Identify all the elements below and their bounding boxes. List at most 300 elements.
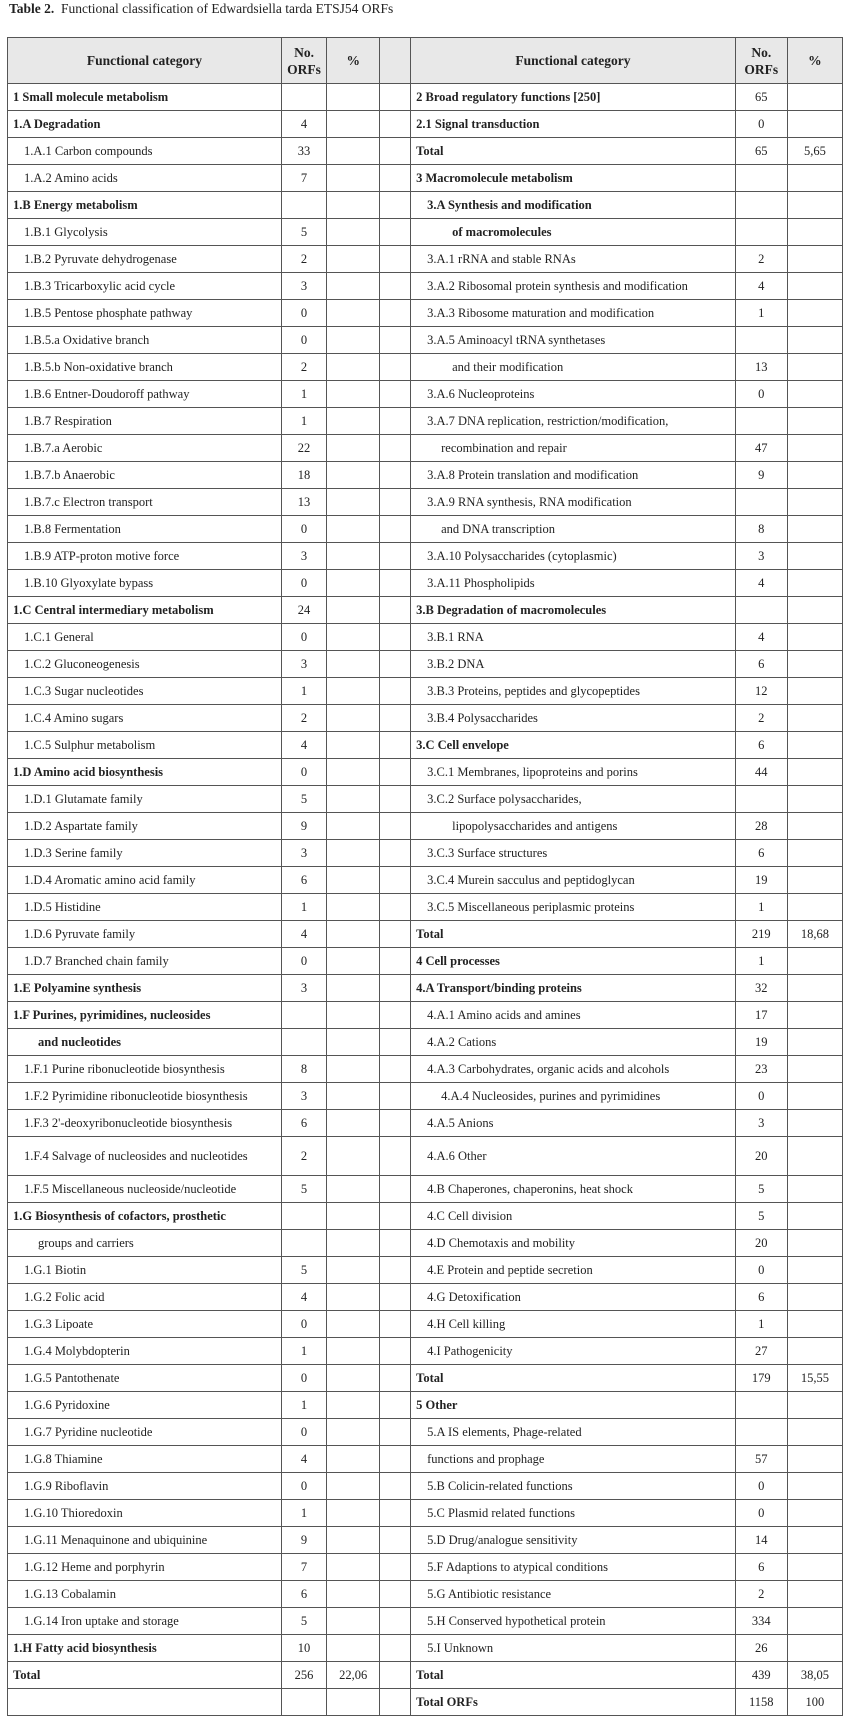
gap-cell <box>380 1230 411 1257</box>
left-orfs-cell: 0 <box>281 300 326 327</box>
right-category-cell: 3.C.2 Surface polysaccharides, <box>411 786 736 813</box>
left-pct-cell <box>327 894 380 921</box>
right-category-cell: 2 Broad regulatory functions [250] <box>411 84 736 111</box>
right-pct-cell <box>787 1554 842 1581</box>
right-pct-cell: 100 <box>787 1689 842 1716</box>
left-category-cell: 1.G Biosynthesis of cofactors, prosthetic <box>8 1203 282 1230</box>
header-orfs-left: No. ORFs <box>281 38 326 84</box>
table-row <box>8 489 843 516</box>
right-pct-cell <box>787 1284 842 1311</box>
right-pct-cell <box>787 435 842 462</box>
right-category-cell: 3.A.11 Phospholipids <box>411 570 736 597</box>
right-pct-cell <box>787 1029 842 1056</box>
right-category-cell: and their modification <box>411 354 736 381</box>
left-pct-cell <box>327 273 380 300</box>
left-orfs-cell: 0 <box>281 570 326 597</box>
right-orfs-cell: 5 <box>735 1203 787 1230</box>
left-orfs-cell: 8 <box>281 1056 326 1083</box>
table-row <box>8 354 843 381</box>
left-orfs-cell: 0 <box>281 1419 326 1446</box>
right-orfs-cell: 1 <box>735 300 787 327</box>
right-orfs-cell: 334 <box>735 1608 787 1635</box>
right-pct-cell <box>787 597 842 624</box>
right-orfs-cell: 6 <box>735 1554 787 1581</box>
left-orfs-cell: 4 <box>281 732 326 759</box>
right-pct-cell <box>787 1581 842 1608</box>
table-row <box>8 948 843 975</box>
left-orfs-cell: 5 <box>281 1608 326 1635</box>
table-row <box>8 1527 843 1554</box>
table-row <box>8 1110 843 1137</box>
right-pct-cell <box>787 1203 842 1230</box>
left-pct-cell <box>327 570 380 597</box>
right-category-cell: 4.A.6 Other <box>411 1137 736 1176</box>
right-category-cell: 3.B.1 RNA <box>411 624 736 651</box>
left-orfs-cell: 1 <box>281 1338 326 1365</box>
right-pct-cell <box>787 624 842 651</box>
left-orfs-cell: 1 <box>281 381 326 408</box>
left-category-cell: 1.D.5 Histidine <box>8 894 282 921</box>
gap-cell <box>380 327 411 354</box>
table-row <box>8 732 843 759</box>
gap-cell <box>380 300 411 327</box>
left-pct-cell <box>327 408 380 435</box>
right-pct-cell <box>787 489 842 516</box>
left-pct-cell <box>327 1446 380 1473</box>
left-pct-cell <box>327 1257 380 1284</box>
table-row <box>8 1446 843 1473</box>
right-orfs-cell: 14 <box>735 1527 787 1554</box>
right-orfs-cell: 6 <box>735 732 787 759</box>
left-orfs-cell <box>281 84 326 111</box>
right-orfs-cell: 2 <box>735 705 787 732</box>
table-row <box>8 327 843 354</box>
right-pct-cell <box>787 651 842 678</box>
right-pct-cell <box>787 1500 842 1527</box>
right-category-cell: 2.1 Signal transduction <box>411 111 736 138</box>
right-pct-cell <box>787 327 842 354</box>
left-pct-cell <box>327 732 380 759</box>
gap-cell <box>380 1473 411 1500</box>
left-orfs-cell: 7 <box>281 165 326 192</box>
gap-cell <box>380 921 411 948</box>
right-category-cell: 3.A Synthesis and modification <box>411 192 736 219</box>
left-orfs-cell <box>281 1230 326 1257</box>
table-row <box>8 1338 843 1365</box>
left-pct-cell <box>327 84 380 111</box>
right-pct-cell: 15,55 <box>787 1365 842 1392</box>
right-category-cell: 4.A.4 Nucleosides, purines and pyrimidines <box>411 1083 736 1110</box>
right-category-cell: 5.H Conserved hypothetical protein <box>411 1608 736 1635</box>
right-category-cell: 3.A.6 Nucleoproteins <box>411 381 736 408</box>
left-orfs-cell: 3 <box>281 543 326 570</box>
left-category-cell: 1.D.1 Glutamate family <box>8 786 282 813</box>
left-orfs-cell: 3 <box>281 1083 326 1110</box>
left-category-cell: 1.B.1 Glycolysis <box>8 219 282 246</box>
gap-cell <box>380 678 411 705</box>
left-orfs-cell: 7 <box>281 1554 326 1581</box>
left-category-cell: 1.A.2 Amino acids <box>8 165 282 192</box>
left-pct-cell <box>327 381 380 408</box>
right-orfs-cell: 1 <box>735 948 787 975</box>
left-pct-cell <box>327 111 380 138</box>
right-orfs-cell: 4 <box>735 624 787 651</box>
left-orfs-cell: 3 <box>281 651 326 678</box>
left-pct-cell <box>327 1365 380 1392</box>
table-row <box>8 624 843 651</box>
right-orfs-cell <box>735 597 787 624</box>
left-orfs-cell: 0 <box>281 948 326 975</box>
right-orfs-cell: 8 <box>735 516 787 543</box>
right-category-cell: Total <box>411 1365 736 1392</box>
left-category-cell: 1.F.2 Pyrimidine ribonucleotide biosynthesis <box>8 1083 282 1110</box>
left-pct-cell <box>327 1176 380 1203</box>
right-pct-cell <box>787 246 842 273</box>
table-row <box>8 1635 843 1662</box>
table-row <box>8 597 843 624</box>
right-orfs-cell: 57 <box>735 1446 787 1473</box>
header-category-right: Functional category <box>411 38 736 84</box>
gap-cell <box>380 1446 411 1473</box>
right-category-cell: 3.C.4 Murein sacculus and peptidoglycan <box>411 867 736 894</box>
right-pct-cell <box>787 1527 842 1554</box>
caption-label: Table 2. <box>9 1 55 16</box>
right-category-cell: 3.A.3 Ribosome maturation and modification <box>411 300 736 327</box>
gap-cell <box>380 1056 411 1083</box>
right-orfs-cell <box>735 786 787 813</box>
left-category-cell: 1.F.4 Salvage of nucleosides and nucleotides <box>8 1137 282 1176</box>
table-row <box>8 165 843 192</box>
left-pct-cell <box>327 1029 380 1056</box>
table-row <box>8 1581 843 1608</box>
left-pct-cell <box>327 516 380 543</box>
left-category-cell: 1.H Fatty acid biosynthesis <box>8 1635 282 1662</box>
right-category-cell: 4.D Chemotaxis and mobility <box>411 1230 736 1257</box>
left-category-cell: 1.G.9 Riboflavin <box>8 1473 282 1500</box>
right-pct-cell <box>787 1473 842 1500</box>
right-category-cell: 3.B.4 Polysaccharides <box>411 705 736 732</box>
right-pct-cell <box>787 705 842 732</box>
left-pct-cell <box>327 867 380 894</box>
left-category-cell: 1.B Energy metabolism <box>8 192 282 219</box>
gap-cell <box>380 975 411 1002</box>
right-category-cell: 3.A.1 rRNA and stable RNAs <box>411 246 736 273</box>
right-orfs-cell: 6 <box>735 840 787 867</box>
table-row <box>8 219 843 246</box>
right-pct-cell <box>787 462 842 489</box>
left-category-cell: 1.D.7 Branched chain family <box>8 948 282 975</box>
left-category-cell: 1.F Purines, pyrimidines, nucleosides <box>8 1002 282 1029</box>
left-category-cell: 1.C.5 Sulphur metabolism <box>8 732 282 759</box>
left-orfs-cell: 1 <box>281 894 326 921</box>
left-orfs-cell <box>281 1029 326 1056</box>
left-category-cell: groups and carriers <box>8 1230 282 1257</box>
right-category-cell: 5.I Unknown <box>411 1635 736 1662</box>
right-orfs-cell <box>735 408 787 435</box>
left-pct-cell <box>327 1002 380 1029</box>
right-orfs-cell <box>735 1419 787 1446</box>
right-pct-cell <box>787 354 842 381</box>
right-category-cell: 3.A.5 Aminoacyl tRNA synthetases <box>411 327 736 354</box>
gap-cell <box>380 1137 411 1176</box>
left-orfs-cell: 256 <box>281 1662 326 1689</box>
right-pct-cell <box>787 1137 842 1176</box>
left-orfs-cell: 6 <box>281 867 326 894</box>
left-category-cell: 1.B.7.a Aerobic <box>8 435 282 462</box>
gap-cell <box>380 894 411 921</box>
gap-cell <box>380 138 411 165</box>
table-row <box>8 759 843 786</box>
left-orfs-cell: 1 <box>281 1392 326 1419</box>
right-category-cell: 3.C.3 Surface structures <box>411 840 736 867</box>
left-category-cell: 1.F.5 Miscellaneous nucleoside/nucleotide <box>8 1176 282 1203</box>
right-orfs-cell: 3 <box>735 1110 787 1137</box>
table-row <box>8 894 843 921</box>
gap-cell <box>380 1419 411 1446</box>
right-pct-cell <box>787 111 842 138</box>
table-row <box>8 1230 843 1257</box>
table-row <box>8 1662 843 1689</box>
right-category-cell: 5.B Colicin-related functions <box>411 1473 736 1500</box>
table-row <box>8 840 843 867</box>
table-row <box>8 84 843 111</box>
right-category-cell: 3.A.8 Protein translation and modification <box>411 462 736 489</box>
left-pct-cell <box>327 1473 380 1500</box>
gap-cell <box>380 1635 411 1662</box>
left-category-cell: 1.G.11 Menaquinone and ubiquinine <box>8 1527 282 1554</box>
left-category-cell: 1.A Degradation <box>8 111 282 138</box>
right-category-cell: 5.A IS elements, Phage-related <box>411 1419 736 1446</box>
right-pct-cell <box>787 1110 842 1137</box>
left-category-cell: 1.G.6 Pyridoxine <box>8 1392 282 1419</box>
gap-cell <box>380 381 411 408</box>
gap-cell <box>380 1284 411 1311</box>
right-pct-cell <box>787 1338 842 1365</box>
left-orfs-cell: 18 <box>281 462 326 489</box>
gap-cell <box>380 219 411 246</box>
gap-cell <box>380 111 411 138</box>
right-category-cell: 4.C Cell division <box>411 1203 736 1230</box>
right-category-cell: 4.I Pathogenicity <box>411 1338 736 1365</box>
right-orfs-cell: 3 <box>735 543 787 570</box>
left-pct-cell <box>327 624 380 651</box>
gap-cell <box>380 786 411 813</box>
left-orfs-cell: 3 <box>281 975 326 1002</box>
right-category-cell: 3.A.7 DNA replication, restriction/modification, <box>411 408 736 435</box>
table-row <box>8 111 843 138</box>
left-category-cell: and nucleotides <box>8 1029 282 1056</box>
table-row <box>8 1311 843 1338</box>
right-category-cell: 4.A Transport/binding proteins <box>411 975 736 1002</box>
left-orfs-cell: 5 <box>281 786 326 813</box>
right-pct-cell <box>787 1419 842 1446</box>
left-orfs-cell <box>281 192 326 219</box>
right-orfs-cell: 219 <box>735 921 787 948</box>
left-category-cell: 1.E Polyamine synthesis <box>8 975 282 1002</box>
left-orfs-cell: 0 <box>281 1365 326 1392</box>
left-pct-cell <box>327 138 380 165</box>
right-pct-cell <box>787 975 842 1002</box>
gap-cell <box>380 948 411 975</box>
left-category-cell: 1.C.4 Amino sugars <box>8 705 282 732</box>
right-category-cell: 4.A.3 Carbohydrates, organic acids and alcohols <box>411 1056 736 1083</box>
left-pct-cell <box>327 1056 380 1083</box>
left-pct-cell <box>327 1338 380 1365</box>
header-pct-right: % <box>787 38 842 84</box>
right-category-cell: 5 Other <box>411 1392 736 1419</box>
left-orfs-cell: 9 <box>281 813 326 840</box>
gap-cell <box>380 1581 411 1608</box>
left-orfs-cell: 9 <box>281 1527 326 1554</box>
right-pct-cell: 38,05 <box>787 1662 842 1689</box>
gap-cell <box>380 489 411 516</box>
left-orfs-cell: 6 <box>281 1581 326 1608</box>
right-orfs-cell: 20 <box>735 1230 787 1257</box>
right-orfs-cell: 5 <box>735 1176 787 1203</box>
right-orfs-cell: 32 <box>735 975 787 1002</box>
left-orfs-cell: 6 <box>281 1110 326 1137</box>
right-pct-cell <box>787 1257 842 1284</box>
right-pct-cell <box>787 165 842 192</box>
left-orfs-cell <box>281 1689 326 1716</box>
right-orfs-cell: 27 <box>735 1338 787 1365</box>
table-row <box>8 1002 843 1029</box>
left-category-cell: 1 Small molecule metabolism <box>8 84 282 111</box>
right-orfs-cell <box>735 1392 787 1419</box>
right-pct-cell <box>787 678 842 705</box>
left-category-cell: 1.D.4 Aromatic amino acid family <box>8 867 282 894</box>
left-category-cell: 1.G.7 Pyridine nucleotide <box>8 1419 282 1446</box>
table-row <box>8 651 843 678</box>
left-pct-cell <box>327 786 380 813</box>
left-category-cell: 1.B.8 Fermentation <box>8 516 282 543</box>
table-row <box>8 921 843 948</box>
right-pct-cell <box>787 894 842 921</box>
right-pct-cell <box>787 300 842 327</box>
left-orfs-cell: 5 <box>281 1176 326 1203</box>
right-orfs-cell: 17 <box>735 1002 787 1029</box>
table-row <box>8 1419 843 1446</box>
left-pct-cell <box>327 1203 380 1230</box>
right-category-cell: Total <box>411 1662 736 1689</box>
left-orfs-cell: 2 <box>281 246 326 273</box>
right-category-cell: 3 Macromolecule metabolism <box>411 165 736 192</box>
right-pct-cell <box>787 381 842 408</box>
right-orfs-cell: 47 <box>735 435 787 462</box>
right-pct-cell <box>787 786 842 813</box>
right-category-cell: and DNA transcription <box>411 516 736 543</box>
gap-cell <box>380 1338 411 1365</box>
left-orfs-cell: 4 <box>281 1446 326 1473</box>
right-orfs-cell: 13 <box>735 354 787 381</box>
left-orfs-cell: 1 <box>281 678 326 705</box>
right-pct-cell <box>787 1608 842 1635</box>
table-row <box>8 678 843 705</box>
left-category-cell: 1.D.6 Pyruvate family <box>8 921 282 948</box>
right-orfs-cell: 0 <box>735 1473 787 1500</box>
left-pct-cell <box>327 354 380 381</box>
table-row <box>8 273 843 300</box>
table-row <box>8 462 843 489</box>
left-pct-cell <box>327 462 380 489</box>
right-category-cell: 5.D Drug/analogue sensitivity <box>411 1527 736 1554</box>
left-orfs-cell: 33 <box>281 138 326 165</box>
table-row <box>8 1500 843 1527</box>
right-orfs-cell: 2 <box>735 246 787 273</box>
right-orfs-cell: 2 <box>735 1581 787 1608</box>
gap-cell <box>380 462 411 489</box>
table-row <box>8 1554 843 1581</box>
left-category-cell: 1.G.5 Pantothenate <box>8 1365 282 1392</box>
left-category-cell: Total <box>8 1662 282 1689</box>
right-orfs-cell: 1158 <box>735 1689 787 1716</box>
gap-cell <box>380 1608 411 1635</box>
left-orfs-cell: 4 <box>281 1284 326 1311</box>
right-orfs-cell: 179 <box>735 1365 787 1392</box>
right-orfs-cell: 19 <box>735 867 787 894</box>
gap-cell <box>380 651 411 678</box>
gap-cell <box>380 354 411 381</box>
table-row <box>8 867 843 894</box>
right-pct-cell <box>787 516 842 543</box>
left-orfs-cell: 0 <box>281 624 326 651</box>
right-orfs-cell: 4 <box>735 570 787 597</box>
gap-cell <box>380 165 411 192</box>
right-orfs-cell: 12 <box>735 678 787 705</box>
left-pct-cell <box>327 1500 380 1527</box>
table-row <box>8 192 843 219</box>
left-pct-cell <box>327 192 380 219</box>
right-category-cell: of macromolecules <box>411 219 736 246</box>
gap-cell <box>380 1689 411 1716</box>
right-orfs-cell: 65 <box>735 84 787 111</box>
left-orfs-cell: 0 <box>281 327 326 354</box>
right-orfs-cell: 6 <box>735 651 787 678</box>
right-category-cell: 3.C.1 Membranes, lipoproteins and porins <box>411 759 736 786</box>
left-pct-cell <box>327 1689 380 1716</box>
left-orfs-cell: 5 <box>281 1257 326 1284</box>
header-gap <box>380 38 411 84</box>
left-pct-cell <box>327 1230 380 1257</box>
left-category-cell: 1.B.7 Respiration <box>8 408 282 435</box>
caption-text: Functional classification of Edwardsiella tarda ETSJ54 ORFs <box>61 1 394 16</box>
table-row <box>8 1056 843 1083</box>
table-body <box>8 84 843 1716</box>
left-category-cell: 1.C.2 Gluconeogenesis <box>8 651 282 678</box>
left-pct-cell <box>327 1527 380 1554</box>
table-caption <box>9 1 393 17</box>
right-pct-cell <box>787 543 842 570</box>
left-category-cell: 1.G.10 Thioredoxin <box>8 1500 282 1527</box>
table-row <box>8 1689 843 1716</box>
right-category-cell: 4.H Cell killing <box>411 1311 736 1338</box>
right-pct-cell: 5,65 <box>787 138 842 165</box>
right-pct-cell <box>787 84 842 111</box>
left-orfs-cell <box>281 1203 326 1230</box>
left-orfs-cell: 1 <box>281 1500 326 1527</box>
left-category-cell: 1.C.1 General <box>8 624 282 651</box>
table-row <box>8 543 843 570</box>
left-pct-cell <box>327 327 380 354</box>
gap-cell <box>380 273 411 300</box>
left-category-cell: 1.C.3 Sugar nucleotides <box>8 678 282 705</box>
right-category-cell: 4.A.5 Anions <box>411 1110 736 1137</box>
left-category-cell: 1.G.1 Biotin <box>8 1257 282 1284</box>
table-row <box>8 705 843 732</box>
table-row <box>8 408 843 435</box>
left-pct-cell <box>327 1581 380 1608</box>
left-category-cell: 1.F.3 2'-deoxyribonucleotide biosynthesis <box>8 1110 282 1137</box>
